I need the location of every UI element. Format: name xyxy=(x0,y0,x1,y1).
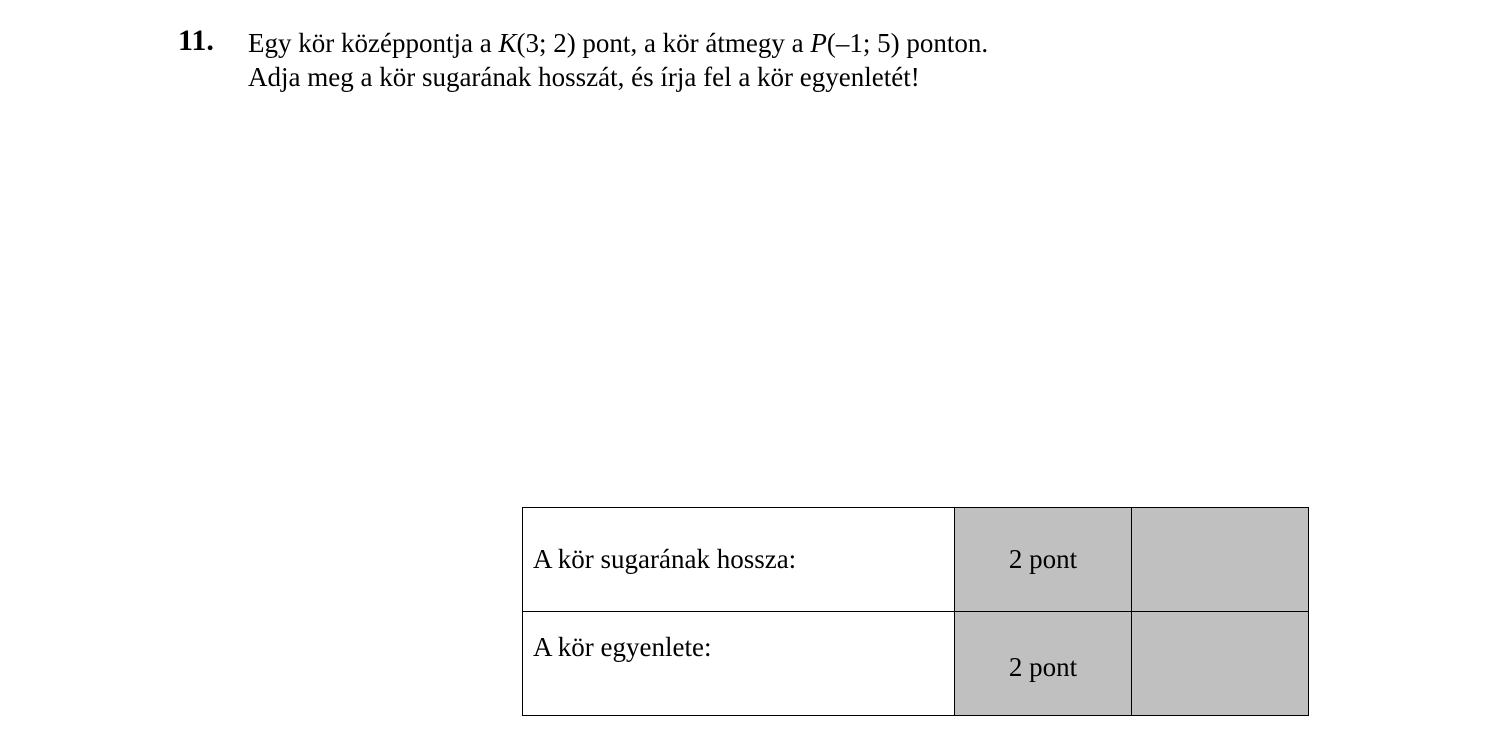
problem-line-1-middle: (3; 2) pont, a kör átmegy a xyxy=(516,28,811,58)
problem-line-1-start: Egy kör középpontja a xyxy=(248,28,499,58)
problem-line-2: Adja meg a kör sugarának hosszát, és írja fel a kör egyenletét! xyxy=(248,62,920,92)
point-p-label: P xyxy=(810,28,827,58)
problem-number: 11. xyxy=(178,24,214,57)
radius-label: A kör sugarának hossza: xyxy=(523,508,955,612)
table-row-radius xyxy=(523,508,1309,612)
radius-points: 2 pont xyxy=(955,508,1132,612)
problem-statement xyxy=(248,26,988,94)
problem-line-1-end: (–1; 5) ponton. xyxy=(826,28,989,58)
equation-points: 2 pont xyxy=(955,612,1132,716)
radius-score-box xyxy=(1132,508,1309,612)
point-k-label: K xyxy=(498,28,517,58)
equation-label: A kör egyenlete: xyxy=(523,612,955,716)
problem-line-1 xyxy=(248,26,988,60)
answer-table xyxy=(522,507,1309,716)
equation-score-box xyxy=(1132,612,1309,716)
table-row-equation xyxy=(523,612,1309,716)
